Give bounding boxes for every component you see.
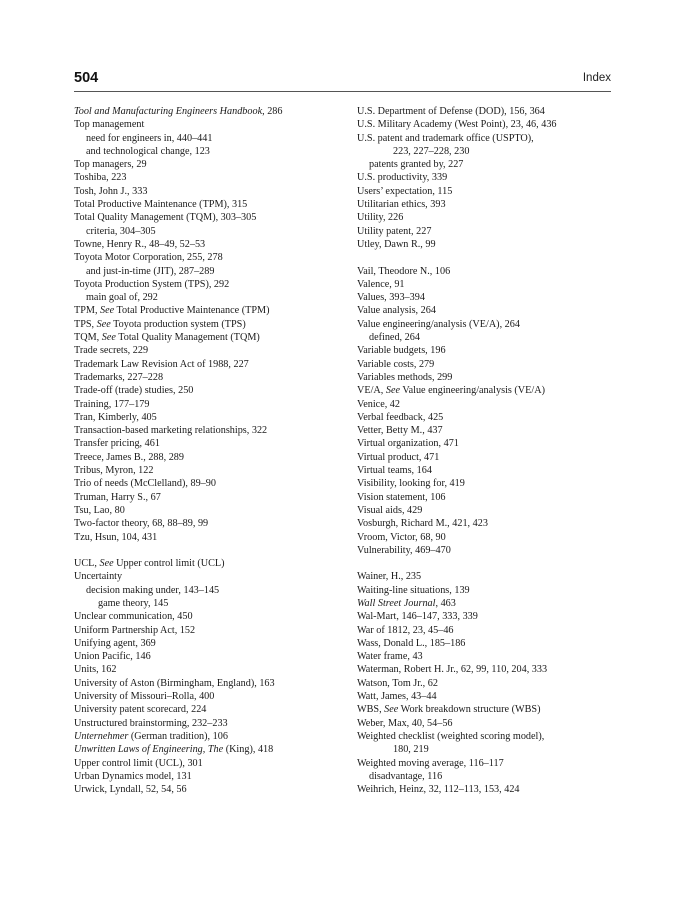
entry-text: Treece, James B., 288, 289 bbox=[74, 451, 184, 463]
entry-text: Unifying agent, 369 bbox=[74, 637, 156, 649]
index-entry bbox=[74, 610, 339, 623]
entry-text: Trade-off (trade) studies, 250 bbox=[74, 385, 194, 397]
header-rule bbox=[74, 91, 611, 92]
index-entry bbox=[357, 597, 622, 610]
entry-text: Total Quality Management (TQM), 303–305 bbox=[74, 212, 257, 224]
entry-text: Work breakdown structure (WBS) bbox=[398, 704, 541, 716]
entry-text: U.S. Department of Defense (DOD), 156, 364 bbox=[357, 106, 545, 117]
entry-text: U.S. Military Academy (West Point), 23, 46, 436 bbox=[357, 119, 557, 131]
index-entry bbox=[357, 531, 622, 544]
entry-text: Utilitarian ethics, 393 bbox=[357, 199, 446, 211]
entry-text: Weighted moving average, 116–117 bbox=[357, 757, 504, 769]
entry-text: Watson, Tom Jr., 62 bbox=[357, 677, 438, 689]
letter-group-gap bbox=[357, 251, 622, 264]
index-entry bbox=[357, 265, 622, 278]
index-entry bbox=[357, 663, 622, 676]
index-entry bbox=[357, 637, 622, 650]
index-entry bbox=[357, 211, 622, 224]
index-entry bbox=[357, 278, 622, 291]
index-entry bbox=[74, 730, 339, 743]
index-entry bbox=[74, 703, 339, 716]
index-entry bbox=[74, 477, 339, 490]
index-entry bbox=[357, 677, 622, 690]
entry-text: Wal-Mart, 146–147, 333, 339 bbox=[357, 611, 478, 623]
index-subentry bbox=[74, 132, 339, 145]
index-entry bbox=[357, 225, 622, 238]
index-entry bbox=[74, 757, 339, 770]
index-entry bbox=[74, 557, 339, 570]
entry-text: Values, 393–394 bbox=[357, 292, 425, 304]
index-entry bbox=[74, 304, 339, 317]
italic-text: See bbox=[385, 385, 401, 397]
index-entry bbox=[357, 451, 622, 464]
italic-text: See bbox=[101, 332, 116, 344]
entry-text: Vision statement, 106 bbox=[357, 491, 446, 503]
index-entry bbox=[74, 211, 339, 224]
entry-text: , 463 bbox=[435, 597, 456, 609]
entry-text: Transaction-based marketing relationships, 322 bbox=[74, 425, 268, 437]
index-entry bbox=[74, 238, 339, 251]
entry-text: Vroom, Victor, 68, 90 bbox=[357, 531, 446, 543]
entry-text: disadvantage, 116 bbox=[369, 770, 443, 782]
index-entry bbox=[74, 517, 339, 530]
index-entry bbox=[357, 491, 622, 504]
entry-text: Valence, 91 bbox=[357, 278, 405, 290]
entry-text: Virtual product, 471 bbox=[357, 451, 440, 463]
italic-text: Tool and Manufacturing Engineers Handbook bbox=[74, 106, 263, 117]
entry-text: Transfer pricing, 461 bbox=[74, 438, 160, 450]
index-entry bbox=[74, 318, 339, 331]
index-entry bbox=[357, 544, 622, 557]
index-entry bbox=[74, 491, 339, 504]
index-subentry bbox=[357, 331, 622, 344]
index-entry bbox=[357, 464, 622, 477]
entry-text: Tosh, John J., 333 bbox=[74, 185, 148, 197]
index-entry bbox=[357, 105, 622, 118]
index-subentry bbox=[74, 225, 339, 238]
index-entry bbox=[74, 677, 339, 690]
index-entry bbox=[357, 411, 622, 424]
entry-text: and just-in-time (JIT), 287–289 bbox=[86, 265, 215, 277]
index-entry bbox=[357, 171, 622, 184]
entry-text: 180, 219 bbox=[393, 744, 429, 756]
entry-text: U.S. productivity, 339 bbox=[357, 172, 448, 184]
index-entry bbox=[357, 384, 622, 397]
italic-text: Unternehmer bbox=[74, 730, 129, 742]
index-entry bbox=[74, 331, 339, 344]
entry-text: patents granted by, 227 bbox=[369, 159, 464, 171]
index-entry bbox=[357, 198, 622, 211]
index-entry bbox=[357, 344, 622, 357]
letter-group-gap bbox=[357, 557, 622, 570]
entry-text: (King), 418 bbox=[223, 744, 274, 756]
entry-text: Urban Dynamics model, 131 bbox=[74, 770, 192, 782]
entry-text: Top management bbox=[74, 119, 145, 131]
entry-text: Vetter, Betty M., 437 bbox=[357, 425, 443, 437]
index-entry bbox=[74, 371, 339, 384]
letter-group-gap bbox=[74, 544, 339, 557]
entry-text: Union Pacific, 146 bbox=[74, 651, 151, 663]
index-entry bbox=[74, 717, 339, 730]
index-entry bbox=[357, 291, 622, 304]
entry-text: Weber, Max, 40, 54–56 bbox=[357, 717, 453, 729]
entry-text: Value analysis, 264 bbox=[357, 305, 436, 317]
page-number: 504 bbox=[74, 70, 99, 86]
running-head: Index bbox=[582, 72, 611, 84]
entry-text: University patent scorecard, 224 bbox=[74, 704, 207, 716]
entry-text: Wainer, H., 235 bbox=[357, 571, 422, 583]
entry-text: Weighted checklist (weighted scoring model), bbox=[357, 730, 545, 742]
entry-text: Total Productive Maintenance (TPM) bbox=[114, 305, 270, 317]
entry-text: Virtual teams, 164 bbox=[357, 465, 432, 477]
entry-text: Unclear communication, 450 bbox=[74, 611, 193, 623]
entry-text: defined, 264 bbox=[369, 332, 420, 344]
index-entry bbox=[357, 610, 622, 623]
index-entry bbox=[74, 278, 339, 291]
index-entry bbox=[74, 531, 339, 544]
entry-text: (German tradition), 106 bbox=[128, 730, 228, 742]
index-entry bbox=[357, 517, 622, 530]
index-subentry bbox=[357, 158, 622, 171]
entry-text: War of 1812, 23, 45–46 bbox=[357, 624, 454, 636]
entry-text: Utility patent, 227 bbox=[357, 225, 432, 237]
index-entry bbox=[74, 437, 339, 450]
index-entry bbox=[357, 118, 622, 131]
entry-text: Vosburgh, Richard M., 421, 423 bbox=[357, 518, 488, 530]
page-header bbox=[74, 68, 611, 88]
entry-text: main goal of, 292 bbox=[86, 292, 158, 304]
entry-text: University of Aston (Birmingham, England), 163 bbox=[74, 677, 275, 689]
index-entry bbox=[74, 451, 339, 464]
italic-text: See bbox=[384, 704, 399, 716]
index-entry bbox=[74, 198, 339, 211]
index-entry bbox=[357, 398, 622, 411]
entry-text: Variable costs, 279 bbox=[357, 358, 435, 370]
entry-text: Truman, Harry S., 67 bbox=[74, 491, 161, 503]
entry-text: Unstructured brainstorming, 232–233 bbox=[74, 717, 228, 729]
entry-text: Trademarks, 227–228 bbox=[74, 371, 164, 383]
index-entry bbox=[74, 783, 339, 796]
entry-text: Training, 177–179 bbox=[74, 398, 150, 410]
entry-text: Weihrich, Heinz, 32, 112–113, 153, 424 bbox=[357, 784, 520, 796]
entry-text: Uniform Partnership Act, 152 bbox=[74, 624, 196, 636]
index-subentry bbox=[357, 743, 622, 756]
entry-text: Tran, Kimberly, 405 bbox=[74, 411, 157, 423]
index-entry bbox=[74, 663, 339, 676]
index-entry bbox=[74, 358, 339, 371]
index-entry bbox=[74, 624, 339, 637]
italic-text: See bbox=[100, 305, 115, 317]
entry-text: game theory, 145 bbox=[98, 597, 169, 609]
index-entry bbox=[74, 185, 339, 198]
index-entry bbox=[357, 570, 622, 583]
index-entry bbox=[74, 158, 339, 171]
entry-text: U.S. patent and trademark office (USPTO), bbox=[357, 132, 534, 144]
index-entry bbox=[74, 743, 339, 756]
italic-text: See bbox=[99, 558, 114, 570]
entry-text: Virtual organization, 471 bbox=[357, 438, 459, 450]
entry-text: UCL, bbox=[74, 558, 100, 570]
index-entry bbox=[74, 570, 339, 583]
index-entry bbox=[357, 477, 622, 490]
entry-text: Top managers, 29 bbox=[74, 159, 147, 171]
entry-text: Vulnerability, 469–470 bbox=[357, 544, 451, 556]
entry-text: Trademark Law Revision Act of 1988, 227 bbox=[74, 358, 249, 370]
entry-text: WBS, bbox=[357, 704, 385, 716]
entry-text: Upper control limit (UCL) bbox=[113, 558, 225, 570]
index-entry bbox=[74, 384, 339, 397]
entry-text: Water frame, 43 bbox=[357, 651, 423, 663]
index-entry bbox=[74, 650, 339, 663]
index-entry bbox=[357, 624, 622, 637]
index-column-right bbox=[357, 105, 622, 796]
entry-text: Utility, 226 bbox=[357, 212, 404, 224]
entry-text: Uncertainty bbox=[74, 571, 123, 583]
index-entry bbox=[74, 690, 339, 703]
entry-text: Toshiba, 223 bbox=[74, 172, 127, 184]
index-entry bbox=[357, 650, 622, 663]
index-entry bbox=[357, 318, 622, 331]
entry-text: Total Quality Management (TQM) bbox=[115, 332, 260, 344]
entry-text: Utley, Dawn R., 99 bbox=[357, 238, 436, 250]
entry-text: Tzu, Hsun, 104, 431 bbox=[74, 531, 158, 543]
entry-text: Toyota Production System (TPS), 292 bbox=[74, 278, 230, 290]
index-entry bbox=[357, 185, 622, 198]
entry-text: Toyota production system (TPS) bbox=[110, 318, 246, 330]
entry-text: Total Productive Maintenance (TPM), 315 bbox=[74, 199, 248, 211]
index-entry bbox=[357, 703, 622, 716]
entry-text: Waiting-line situations, 139 bbox=[357, 584, 470, 596]
entry-text: Upper control limit (UCL), 301 bbox=[74, 757, 203, 769]
italic-text: Wall Street Journal bbox=[357, 597, 436, 609]
index-entry bbox=[357, 358, 622, 371]
index-entry bbox=[74, 344, 339, 357]
entry-text: Units, 162 bbox=[74, 664, 117, 676]
index-entry bbox=[74, 464, 339, 477]
index-entry bbox=[357, 717, 622, 730]
entry-text: need for engineers in, 440–441 bbox=[86, 132, 213, 144]
index-subentry bbox=[74, 265, 339, 278]
entry-text: Trio of needs (McClelland), 89–90 bbox=[74, 478, 216, 490]
index-entry bbox=[74, 424, 339, 437]
entry-text: Visibility, looking for, 419 bbox=[357, 478, 465, 490]
index-entry bbox=[74, 118, 339, 131]
entry-text: Variables methods, 299 bbox=[357, 371, 453, 383]
entry-text: Waterman, Robert H. Jr., 62, 99, 110, 204, 333 bbox=[357, 664, 548, 676]
index-entry bbox=[74, 770, 339, 783]
entry-text: Urwick, Lyndall, 52, 54, 56 bbox=[74, 784, 187, 796]
entry-text: Value engineering/analysis (VE/A) bbox=[400, 385, 545, 397]
entry-text: criteria, 304–305 bbox=[86, 225, 156, 237]
index-entry bbox=[357, 424, 622, 437]
entry-text: Watt, James, 43–44 bbox=[357, 691, 437, 703]
entry-text: Verbal feedback, 425 bbox=[357, 411, 444, 423]
index-entry bbox=[357, 783, 622, 796]
index-entry bbox=[357, 132, 622, 145]
entry-text: Vail, Theodore N., 106 bbox=[357, 265, 451, 277]
index-entry bbox=[357, 304, 622, 317]
entry-text: , 286 bbox=[262, 106, 283, 117]
entry-text: Tribus, Myron, 122 bbox=[74, 465, 154, 477]
entry-text: VE/A, bbox=[357, 385, 386, 397]
entry-text: Venice, 42 bbox=[357, 398, 400, 410]
index-entry bbox=[357, 504, 622, 517]
entry-text: Towne, Henry R., 48–49, 52–53 bbox=[74, 238, 206, 250]
index-subentry bbox=[357, 770, 622, 783]
index-entry bbox=[357, 437, 622, 450]
entry-text: Two-factor theory, 68, 88–89, 99 bbox=[74, 518, 209, 530]
index-entry bbox=[357, 584, 622, 597]
index-entry bbox=[74, 171, 339, 184]
index-subentry bbox=[74, 145, 339, 158]
entry-text: and technological change, 123 bbox=[86, 145, 210, 157]
entry-text: decision making under, 143–145 bbox=[86, 584, 220, 596]
index-entry bbox=[74, 637, 339, 650]
entry-text: Toyota Motor Corporation, 255, 278 bbox=[74, 252, 223, 264]
index-subentry bbox=[74, 291, 339, 304]
italic-text: Unwritten Laws of Engineering, The bbox=[74, 744, 224, 756]
index-entry bbox=[357, 730, 622, 743]
entry-text: Visual aids, 429 bbox=[357, 504, 423, 516]
entry-text: Wass, Donald L., 185–186 bbox=[357, 637, 466, 649]
index-entry bbox=[74, 504, 339, 517]
entry-text: Value engineering/analysis (VE/A), 264 bbox=[357, 318, 520, 330]
index-column-left bbox=[74, 105, 339, 796]
index-entry bbox=[74, 411, 339, 424]
entry-text: TPM, bbox=[74, 305, 101, 317]
entry-text: Trade secrets, 229 bbox=[74, 345, 149, 357]
index-subentry bbox=[74, 584, 339, 597]
index-subentry bbox=[357, 145, 622, 158]
index-entry bbox=[357, 371, 622, 384]
entry-text: 223, 227–228, 230 bbox=[393, 145, 470, 157]
index-entry bbox=[74, 105, 339, 118]
italic-text: See bbox=[96, 318, 111, 330]
index-entry bbox=[357, 690, 622, 703]
index-entry bbox=[74, 251, 339, 264]
index-entry bbox=[357, 238, 622, 251]
entry-text: Users’ expectation, 115 bbox=[357, 185, 453, 197]
entry-text: Variable budgets, 196 bbox=[357, 345, 446, 357]
entry-text: TQM, bbox=[74, 332, 102, 344]
index-entry bbox=[357, 757, 622, 770]
entry-text: TPS, bbox=[74, 318, 97, 330]
index-subentry bbox=[74, 597, 339, 610]
index-entry bbox=[74, 398, 339, 411]
entry-text: University of Missouri–Rolla, 400 bbox=[74, 691, 215, 703]
entry-text: Tsu, Lao, 80 bbox=[74, 504, 125, 516]
